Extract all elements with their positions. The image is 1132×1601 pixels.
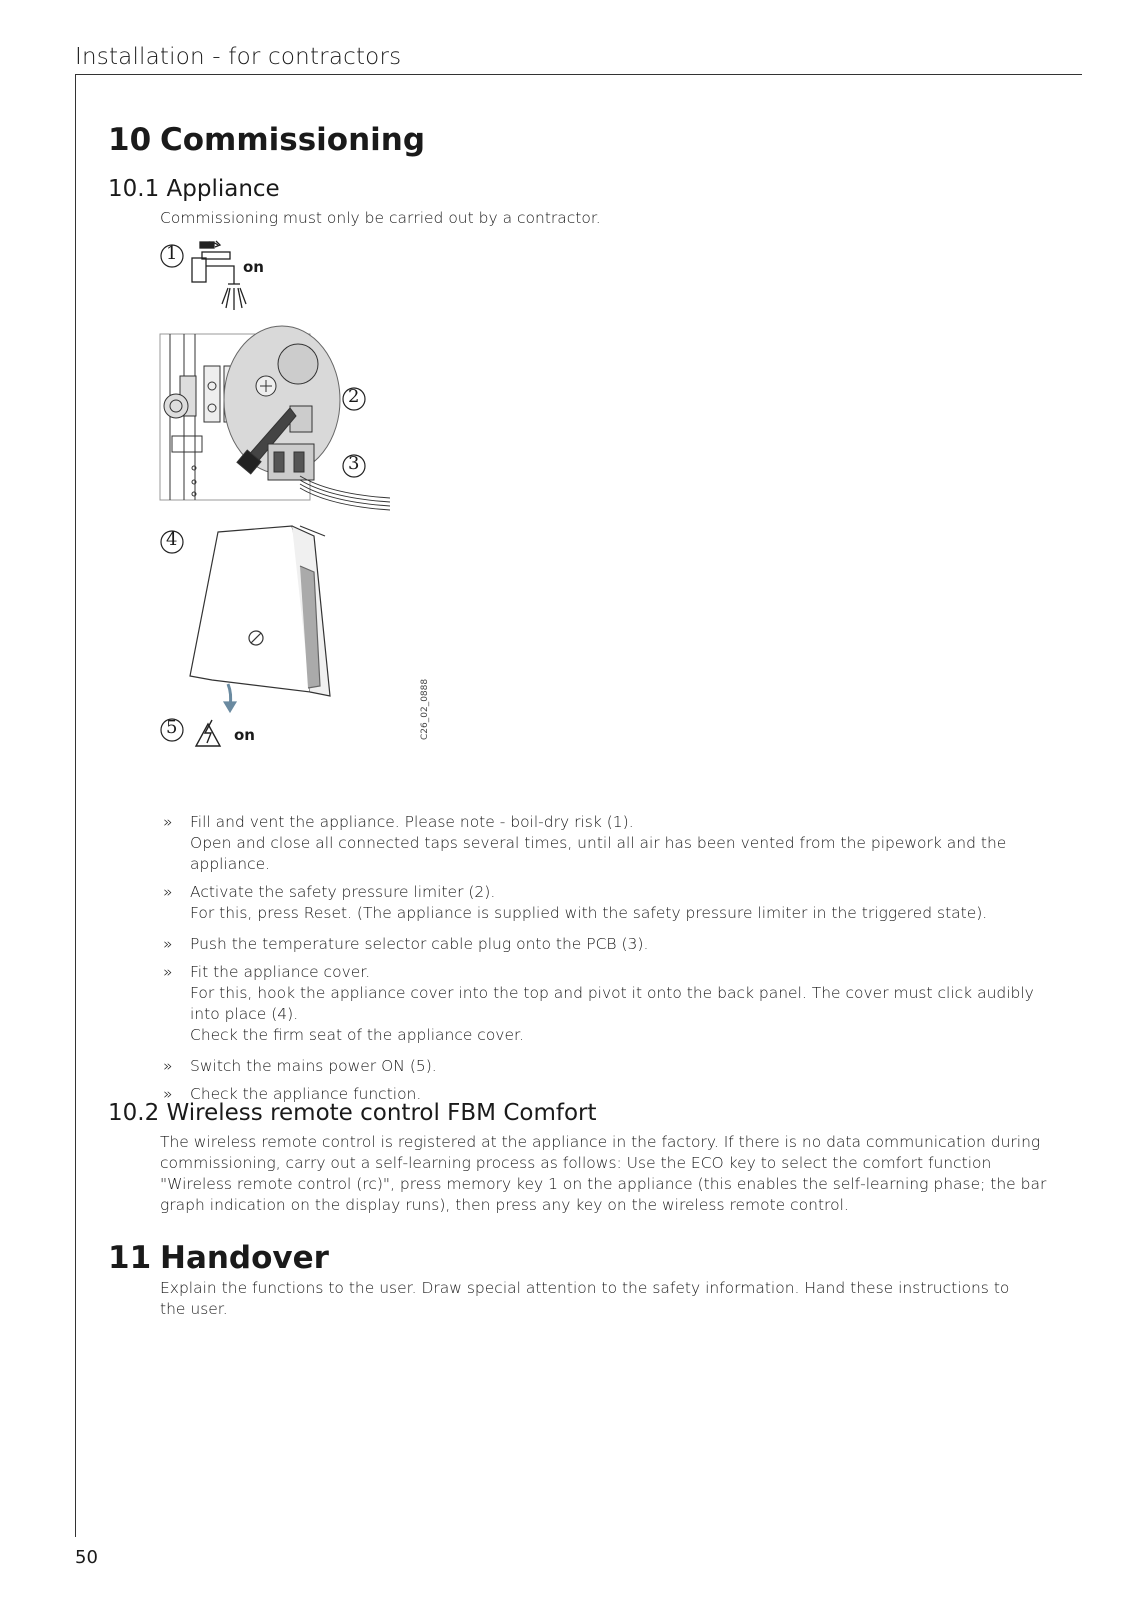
step-bullet: » — [163, 963, 173, 981]
on-label-power: on — [234, 726, 255, 744]
commissioning-illustration — [150, 236, 440, 766]
step-line: Check the firm seat of the appliance cover. — [190, 1026, 524, 1044]
tap-icon — [192, 241, 246, 310]
callout-5: 5 — [166, 717, 178, 738]
callout-1: 1 — [166, 243, 178, 264]
step-item — [163, 882, 1063, 924]
handover-paragraph — [160, 1278, 1060, 1320]
appliance-cover-drawing — [190, 526, 330, 712]
paragraph-line: commissioning, carry out a self-learning process as follows: Use the ECO key to select the comfort function — [160, 1154, 992, 1172]
step-bullet: » — [163, 935, 173, 953]
subsection-title: Appliance — [166, 176, 280, 202]
subsection-title: Wireless remote control FBM Comfort — [166, 1100, 597, 1126]
page-header: Installation - for contractors — [75, 44, 402, 70]
step-line: Switch the mains power ON (5). — [190, 1057, 437, 1075]
section-11-heading — [108, 1240, 329, 1276]
step-line: For this, hook the appliance cover into the top and pivot it onto the back panel. The cover must click audibly — [190, 984, 1034, 1002]
section-10-heading — [108, 122, 425, 158]
subsection-number: 10.2 — [108, 1100, 160, 1126]
electrical-warning-icon — [196, 720, 220, 746]
section-title: Handover — [160, 1240, 329, 1276]
margin-rule — [75, 74, 76, 1537]
subsection-10-1-heading — [108, 176, 280, 202]
step-item — [163, 962, 1063, 1046]
subsection-intro: Commissioning must only be carried out by a contractor. — [160, 209, 601, 227]
section-number: 11 — [108, 1240, 152, 1276]
header-rule — [75, 74, 1082, 75]
section-number: 10 — [108, 122, 152, 158]
section-title: Commissioning — [160, 122, 426, 158]
step-line: appliance. — [190, 855, 271, 873]
step-line: Check the appliance function. — [190, 1085, 422, 1103]
step-bullet: » — [163, 813, 173, 831]
paragraph-line: The wireless remote control is registered at the appliance in the factory. If there is no data communication during — [160, 1133, 1041, 1151]
page-number: 50 — [75, 1547, 98, 1568]
step-line: For this, press Reset. (The appliance is supplied with the safety pressure limiter in the triggered state). — [190, 904, 988, 922]
paragraph-line: Explain the functions to the user. Draw special attention to the safety information. Hand these instructions to — [160, 1279, 1010, 1297]
step-line: Open and close all connected taps several times, until all air has been vented from the pipework and the — [190, 834, 1007, 852]
step-line: Fill and vent the appliance. Please note - boil-dry risk (1). — [190, 813, 634, 831]
callout-2: 2 — [348, 386, 360, 407]
step-item — [163, 812, 1063, 875]
wireless-remote-paragraph — [160, 1132, 1060, 1216]
on-label-tap: on — [243, 258, 264, 276]
step-item — [163, 1056, 1063, 1077]
step-line: into place (4). — [190, 1005, 299, 1023]
callout-4: 4 — [166, 529, 178, 550]
step-bullet: » — [163, 1057, 173, 1075]
subsection-10-2-heading — [108, 1100, 597, 1126]
paragraph-line: the user. — [160, 1300, 228, 1318]
step-line: Fit the appliance cover. — [190, 963, 371, 981]
paragraph-line: graph indication on the display runs), then press any key on the wireless remote control. — [160, 1196, 849, 1214]
step-item — [163, 934, 1063, 955]
paragraph-line: "Wireless remote control (rc)", press memory key 1 on the appliance (this enables the self-learning phase; the bar — [160, 1175, 1047, 1193]
step-line: Push the temperature selector cable plug onto the PCB (3). — [190, 935, 649, 953]
figure-code: C26_02_0888 — [420, 678, 430, 740]
callout-3: 3 — [348, 453, 360, 474]
step-bullet: » — [163, 883, 173, 901]
step-line: Activate the safety pressure limiter (2). — [190, 883, 496, 901]
step-bullet: » — [163, 1085, 173, 1103]
appliance-interior-drawing — [160, 326, 390, 510]
subsection-number: 10.1 — [108, 176, 160, 202]
commissioning-figure — [150, 236, 440, 766]
commissioning-steps — [163, 812, 1063, 1112]
